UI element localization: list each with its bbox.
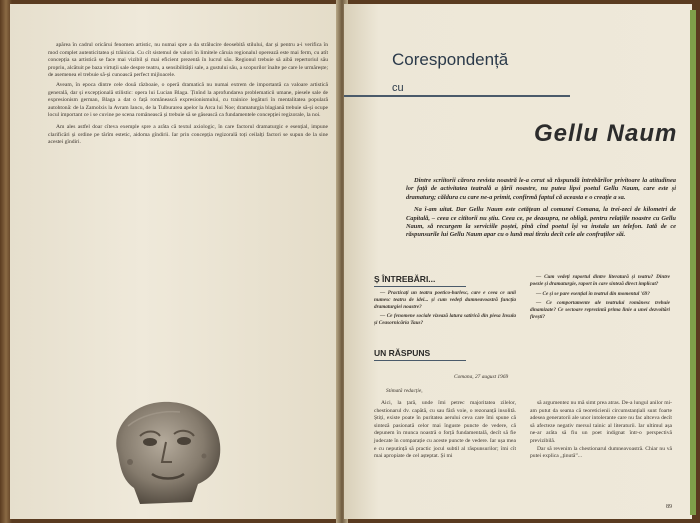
sculpture-head-image	[100, 396, 230, 508]
left-paragraph: Am ales astfel doar cîteva exemple spre a arăta că textul axiologic, în care factorul dramaturgic e esențial, impune clarificări și ordine pe tărîm estetic, aidoma gîndirii. Iar prin concepția regizorală toți ceilalți factori se supun de la sine acestei gîndiri.	[48, 123, 328, 146]
right-page	[344, 4, 692, 519]
letter-salutation: Stimată redacție,	[386, 388, 423, 394]
left-paragraph: Aveam, în epoca dintre cele două războaie, o operă dramatică nu numai extrem de importantă ca valoare artistică generală, dar și excepțională stilistic: opera lui Lucian Blaga. Ținînd la aprofundarea problematicii umane, piesele sale de expresionism german, Blaga a dat o față românească expresionismului, cu trainice legături în mentalitatea populară autohtonă: de la Zamolxis la Avram Iancu, de la Tulburarea apelor la Arca lui Noe; dramaturgia blagiană trebuie să-și ocupe locul important ce i se cuvine pe scena românească și trebuie să se găsească ca fundamentele concepției regizorale, la noi.	[48, 81, 328, 119]
left-page-text	[48, 42, 328, 149]
author-name-title: Gellu Naum	[534, 120, 678, 147]
question-item: — Ce fenomene sociale vizează latura satirică din piesa Insula și Ceasornicăria Taus?	[374, 313, 516, 327]
cover-edge	[690, 10, 696, 515]
question-item: — Cum vedeți raportul dintre literatură și teatru? Dintre poezie și dramaturgie, raport în care sinteză direct implicat?	[530, 274, 670, 287]
intro-paragraph: Na î-am uitat. Dar Gellu Naum este cetățean al comunei Comana, la trei-zeci de kilometri de Capitală, – ceea ce cititorii nu știu. Ceea ce, pe deasupra, ne obligă, pentru relațiile noastre cu Gellu Naum, să recurgem la serviciile poștei, pînă cînd poetul își va instala un telefon. Iată de ce răspunsurile lui Gellu Naum apar cu o lună mai tîrziu decît cele ale confraților săi.	[406, 206, 676, 239]
left-page	[10, 4, 340, 519]
answer-left-column	[374, 400, 516, 461]
question-item: — Ce și se pare esențial în teatrul din momentul '69?	[536, 290, 650, 297]
question-item: — Ce comportamente ale teatrului românesc trebuie dinamizate? Ce sectoare reprezintă prima linie a unei dezvoltări firești?	[530, 300, 670, 320]
questions-right-column	[530, 274, 670, 324]
question-item: — Practicați un teatru poetico-burlesc, care e ceea ce unii numesc teatru de idei... și cum vedeți dumneavoastră funcția dramaturgiei noastre?	[374, 290, 516, 310]
intro-paragraph: Dintre scriitorii cărora revista noastră le-a cerut să răspundă întrebărilor privitoare la atitudinea lor față de activitatea teatrală a țării noastre, nu putea lipsi poetul Gellu Naum, care este și dramaturg; căldura cu care ne-a primit, confirmă faptul că aceasta e o creație a sa.	[406, 177, 676, 201]
section-heading-answer: UN RĂSPUNS	[374, 348, 431, 358]
answer-paragraph: Aici, la țară, unde îmi petrec majoritatea zilelor, chestionarul dv. capătă, cu sau fără voie, o rezonanță insolită. Știți, existe poate în puritatea aerului ceva care îmi spune că sinteză pasionată celor mai înguste puncte de vedere, că depunem în munca noastră o forță fundamentală, decît să fie judecate în comparație cu aceste puncte de vedere. Iar ușa mea e cu neputință să practic jocul subtil al răspunsurilor; îmi cît mai apropiate de cel așteptat. Și mi	[374, 400, 516, 460]
section-rule	[374, 360, 466, 361]
section-rule	[374, 286, 466, 287]
article-title-connector: cu	[392, 82, 404, 94]
article-intro	[406, 177, 676, 244]
page-number: 89	[666, 504, 672, 510]
questions-left-column	[374, 290, 516, 330]
letter-date: Comana, 27 august 1969	[454, 374, 509, 380]
section-heading-questions: Ș ÎNTREBĂRI...	[374, 274, 436, 284]
left-paragraph: apărea în cadrul oricărui fenomen artistic, nu numai spre a da strălucire deosebită stilului, dar și pentru a-i verifica în mod complet autenticitatea și trăinicia. Cu cît sistemul de valori în limitele căruia regionalul operează este mai ferm, cu atît concepția sa artistică se face mai vizibil și mai eficient prezentă în lucrul său. Regionul trebuie să aibă repertoriul său propriu, alcătuit pe baza virtuții sale despre teatru, a sensibilității sale, a gustului său, a scopurilor înalte pe care le urmărește; de asemenea el trebuie să-și cunoască perfect mijloacele.	[48, 42, 328, 79]
title-rule	[344, 95, 570, 97]
article-title: Corespondență	[392, 50, 509, 69]
answer-right-column	[530, 400, 672, 461]
answer-paragraph: Dar să revenim la chestionarul dumneavoastră. Chiar nu vă putei explica „ținută”...	[530, 445, 672, 460]
answer-paragraph: să argumentez nu mă simt prea atras. De-a lungul anilor mi-am putut da seama că teoreticienii circumstanțiali sunt foarte adesea generatorii ale unor intolerante care nu fac altceva decît să afecteze negativ mersul tainic al literaturii. Iar ultimul așa ne-ar arăta să fiu un poet indignat într-o perspectivă previzibilă.	[530, 400, 672, 444]
